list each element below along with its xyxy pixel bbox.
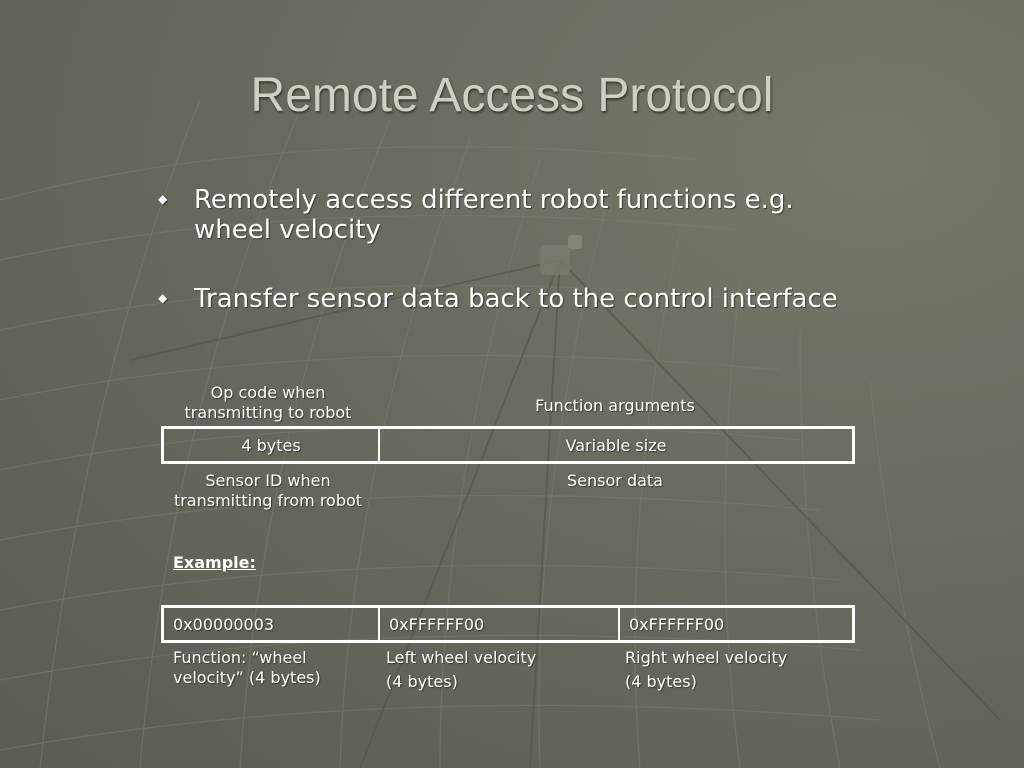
right-velocity-label: Right wheel velocity	[625, 648, 788, 667]
function-description: Function: “wheel velocity” (4 bytes)	[173, 648, 321, 687]
opcode-size-cell: 4 bytes	[163, 428, 380, 463]
table-row	[163, 428, 854, 463]
packet-format-table	[161, 426, 855, 464]
bullet-item	[158, 284, 878, 314]
args-size-cell: Variable size	[379, 428, 854, 463]
left-velocity-size: (4 bytes)	[386, 672, 458, 691]
bullet-text: Remotely access different robot functions e.g. wheel velocity	[194, 185, 794, 245]
left-velocity-description	[386, 648, 606, 692]
slide-title: Remote Access Protocol	[250, 69, 774, 122]
sensor-data-label: Sensor data	[567, 471, 663, 490]
table-row	[163, 607, 854, 642]
function-arguments-label: Function arguments	[535, 396, 695, 415]
bullet-text: Transfer sensor data back to the control interface	[194, 284, 838, 314]
right-velocity-size: (4 bytes)	[625, 672, 697, 691]
diamond-bullet-icon: ◆	[158, 291, 168, 305]
example-left-velocity-cell: 0xFFFFFF00	[379, 607, 619, 642]
example-packet-table	[161, 605, 855, 643]
sensor-id-label: Sensor ID when transmitting from robot	[173, 471, 363, 510]
example-heading: Example:	[173, 553, 256, 572]
left-velocity-label: Left wheel velocity	[386, 648, 537, 667]
opcode-label: Op code when transmitting to robot	[184, 383, 352, 422]
example-right-velocity-cell: 0xFFFFFF00	[619, 607, 854, 642]
example-opcode-cell: 0x00000003	[163, 607, 380, 642]
diamond-bullet-icon: ◆	[158, 192, 168, 206]
bullet-item	[158, 185, 878, 245]
right-velocity-description	[625, 648, 853, 692]
